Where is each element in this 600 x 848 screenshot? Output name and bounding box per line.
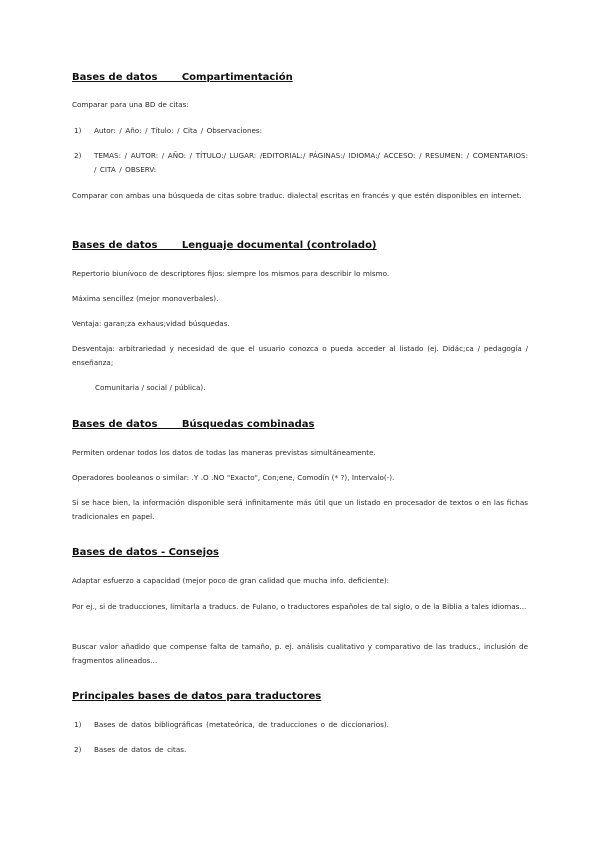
list-number: 1) [74, 126, 82, 135]
paragraph: Permiten ordenar todos los datos de todas las maneras previstas simultáneamente. [72, 448, 376, 457]
paragraph: Desventaja: arbitrariedad y necesidad de que el usuario conozca o pueda acceder al listado (ej. Didác;ca / pedagogía / enseñanza; [72, 344, 528, 367]
section-heading-busquedas-combinadas: Bases de datos Búsquedas combinadas [72, 419, 315, 430]
paragraph: Repertorio biunívoco de descriptores fijos: siempre los mismos para describir lo mismo. [72, 269, 390, 278]
list-item [72, 743, 528, 757]
paragraph: Comunitaria / social / pública). [95, 383, 206, 392]
paragraph: Comparar con ambas una búsqueda de citas sobre traduc. dialectal escritas en francés y que estén disponibles en internet. [72, 191, 522, 200]
list-number: 2) [74, 745, 82, 754]
paragraph: Si se hace bien, la información disponible será infinitamente más útil que un listado en procesador de textos o en las fichas tradicionales en papel. [72, 498, 528, 521]
paragraph: Ventaja: garan;za exhaus;vidad búsquedas. [72, 319, 230, 328]
paragraph: Operadores booleanos o similar: .Y .O .NO "Exacto", Con;ene, Comodín (* ?), Intervalo(-). [72, 473, 395, 482]
paragraph: Buscar valor añadido que compense falta de tamaño, p. ej. análisis cualitativo y comparativo de las traducs., inclusión de fragmentos alineados... [72, 642, 528, 665]
list-text: TEMAS: / AUTOR: / AÑO: / TÍTULO:/ LUGAR: /EDITORIAL:/ PÁGINAS:/ IDIOMA:/ ACCESO: / RESUMEN: / COMENTARIOS: / CITA / OBSERV: [94, 151, 528, 174]
section-heading-principales-bases: Principales bases de datos para traductores [72, 691, 322, 702]
section-heading-lenguaje-documental: Bases de datos Lenguaje documental (controlado) [72, 240, 377, 251]
list-text: Autor: / Año: / Título: / Cita / Observaciones: [94, 126, 263, 135]
paragraph: Comparar para una BD de citas: [72, 100, 189, 109]
list-item [72, 124, 528, 138]
list-text: Bases de datos de citas. [94, 745, 187, 754]
section-heading-consejos: Bases de datos - Consejos [72, 547, 219, 558]
list-number: 2) [74, 151, 82, 160]
list-item [72, 149, 528, 177]
paragraph: Por ej., si de traducciones, limitarla a traducs. de Fulano, o traductores españoles de tal siglo, o de la Biblia a tales idiomas... [72, 602, 527, 611]
list-text: Bases de datos bibliográficas (metateórica, de traducciones o de diccionarios). [94, 720, 389, 729]
paragraph: Adaptar esfuerzo a capacidad (mejor poco de gran calidad que mucha info. deficiente): [72, 576, 390, 585]
paragraph: Máxima sencillez (mejor monoverbales). [72, 294, 219, 303]
list-item [72, 718, 528, 732]
list-number: 1) [74, 720, 82, 729]
section-heading-compartimentacion: Bases de datos Compartimentación [72, 72, 293, 83]
